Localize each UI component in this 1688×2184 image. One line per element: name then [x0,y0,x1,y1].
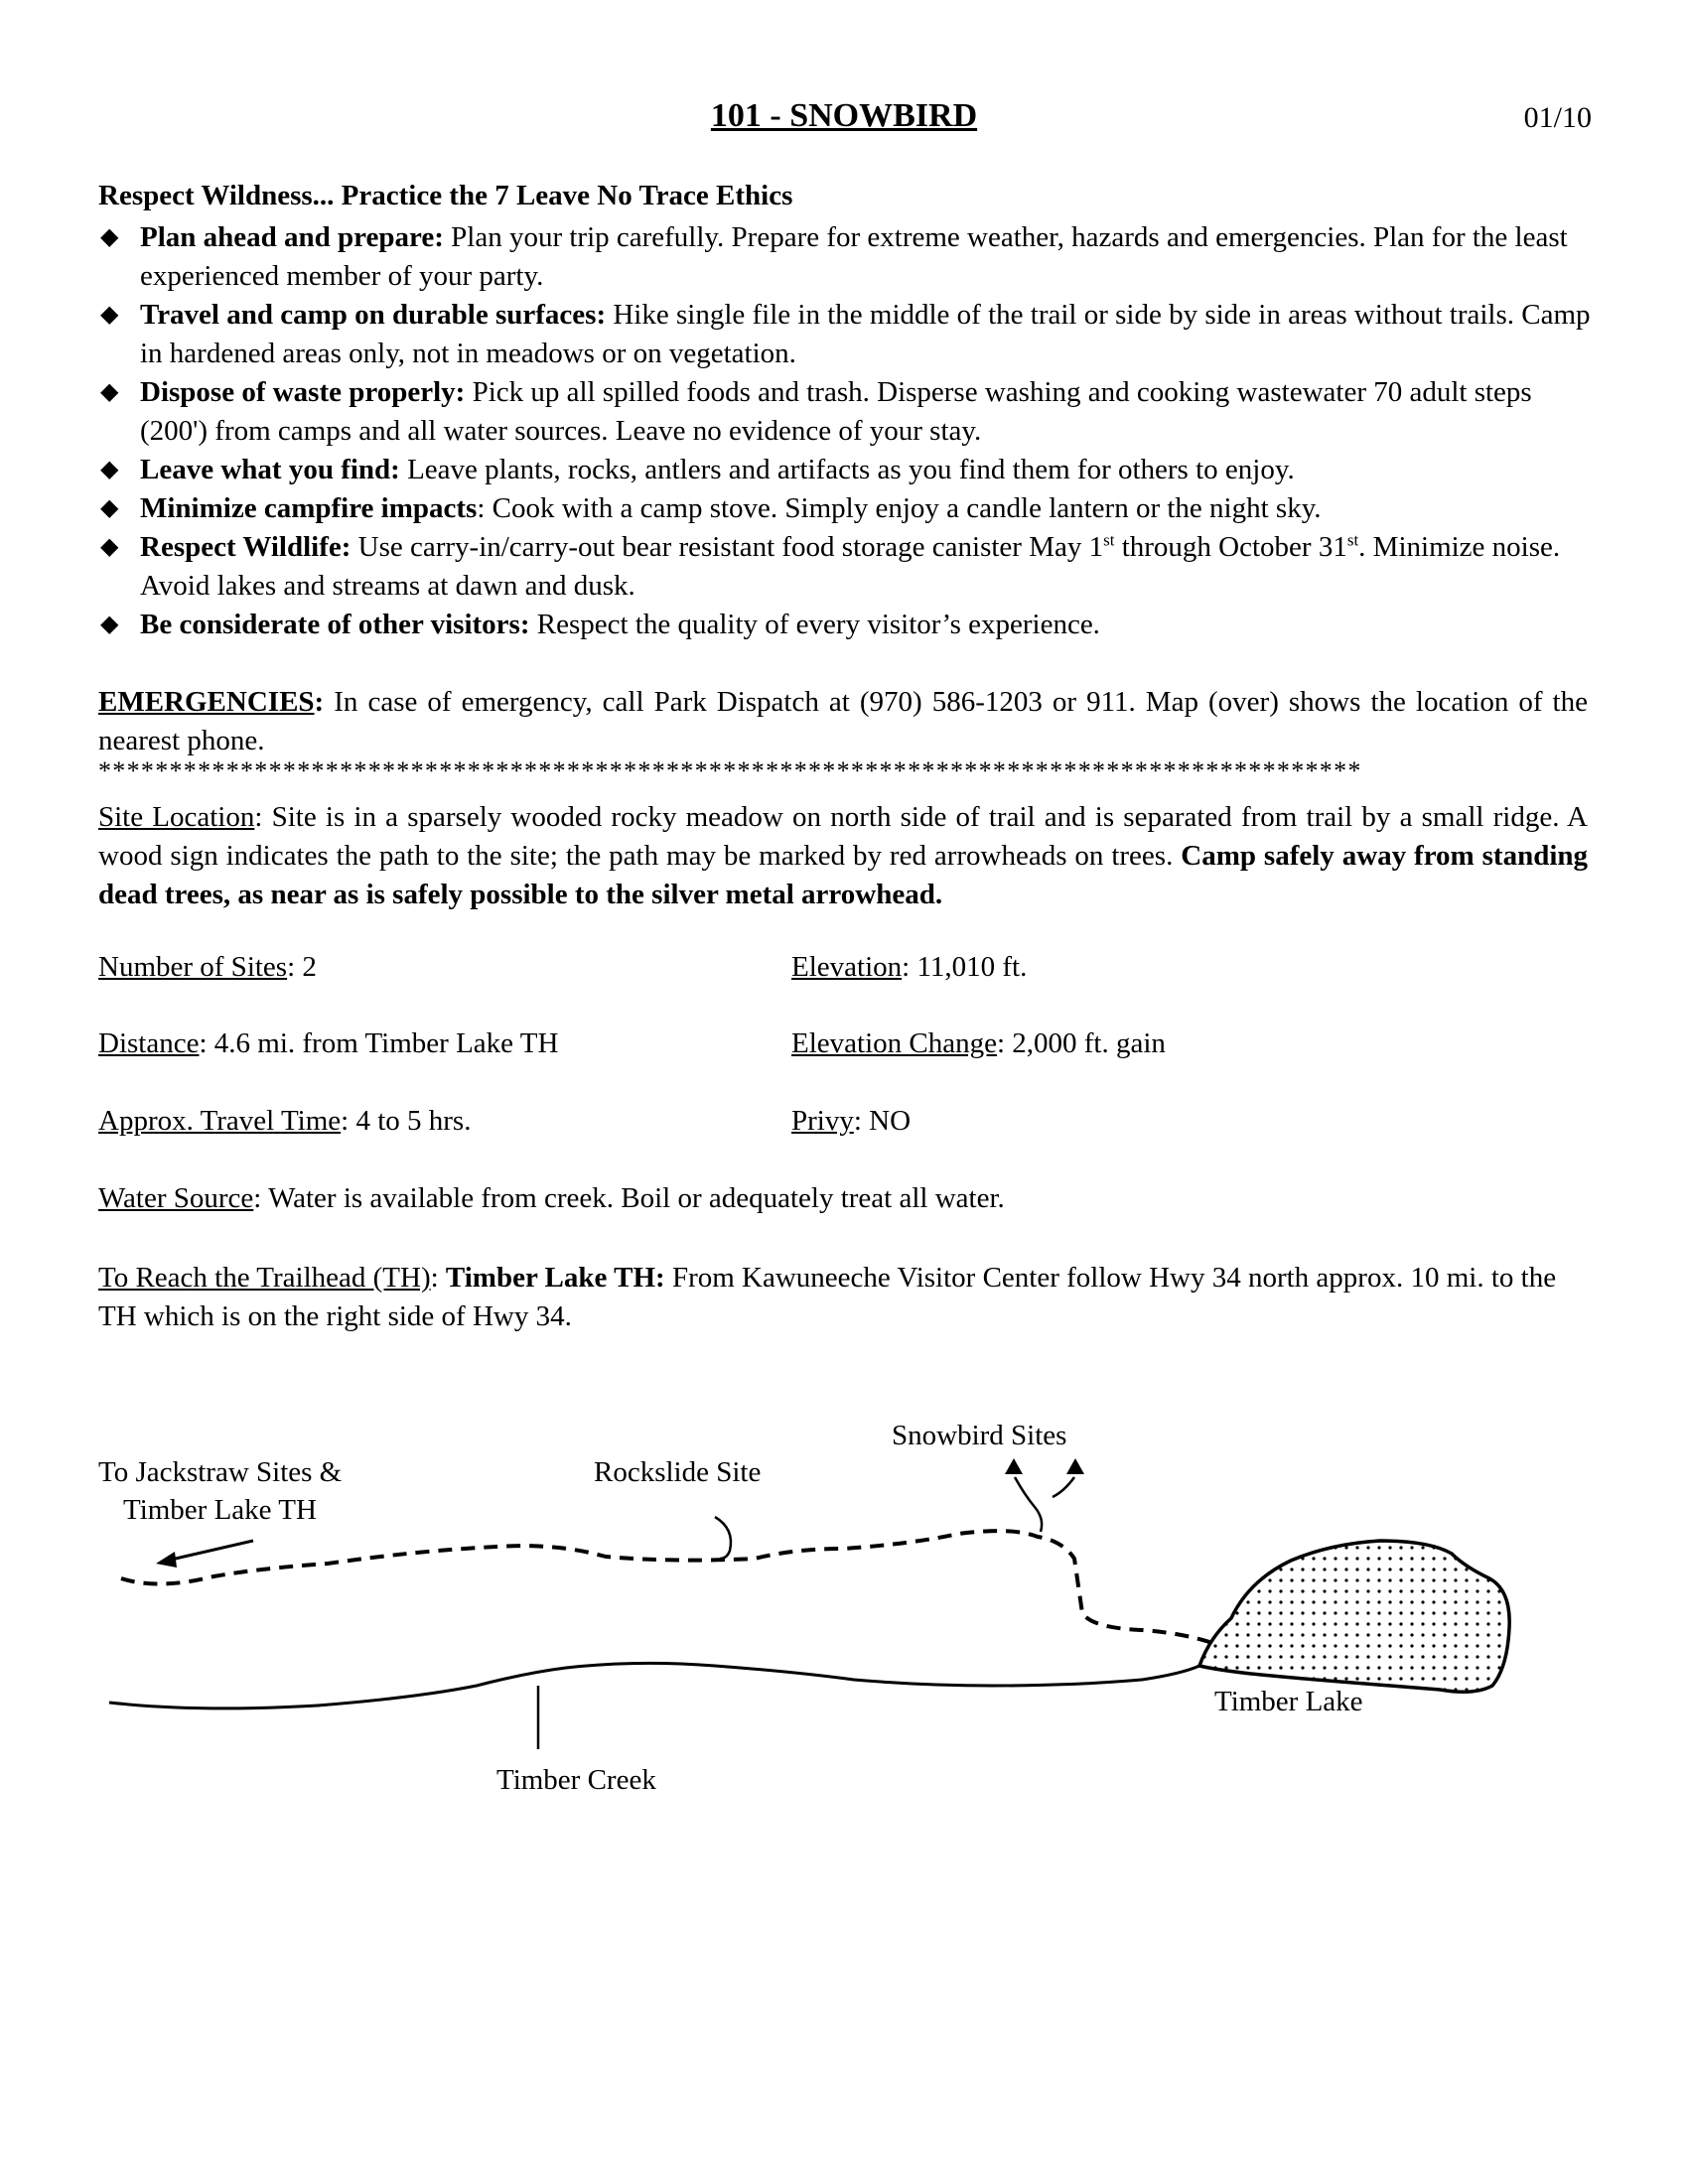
list-item [98,373,1598,451]
field-value: : 2 [287,951,317,983]
emergencies-label: EMERGENCIES [98,686,315,718]
site-location-paragraph [98,798,1588,914]
rule-text: : Cook with a camp stove. Simply enjoy a candle lantern or the night sky. [477,492,1322,524]
campsite-marker-icon [1066,1458,1084,1474]
rule-text: through October 31 [1114,531,1347,563]
field-value: : Water is available from creek. Boil or adequately treat all water. [253,1182,1005,1214]
list-item [98,606,1598,644]
privy [791,1105,911,1138]
field-label: Water Source [98,1182,254,1214]
map-label-snowbird: Snowbird Sites [892,1420,1067,1451]
ethics-heading: Respect Wildness... Practice the 7 Leave No Trace Ethics [98,180,793,211]
map-label-timber-lake-th: Timber Lake TH [123,1494,317,1526]
ordinal-suffix: st [1103,530,1115,550]
water-source [98,1182,1005,1215]
diamond-bullet-icon: ◆ [100,224,119,250]
rule-label: Minimize campfire impacts [140,492,478,524]
page-title: 101 - SNOWBIRD [710,97,978,134]
rule-text: Plan your trip carefully. Prepare for extreme weather, hazards and emergencies. Plan for the least experienced member of your party. [140,221,1568,292]
number-of-sites [98,951,317,984]
map-label-jackstraw: To Jackstraw Sites & [98,1456,343,1488]
emergencies-text: In case of emergency, call Park Dispatch at (970) 586-1203 or 911. Map (over) shows the location of the nearest phone. [98,686,1588,756]
field-label: Elevation [791,951,903,983]
map-label-timber-creek: Timber Creek [496,1764,656,1796]
rule-text: Leave plants, rocks, antlers and artifacts as you find them for others to enjoy. [407,454,1295,485]
diamond-bullet-icon: ◆ [100,379,119,405]
rule-label: Dispose of waste properly: [140,376,466,408]
timber-lake-shape [1199,1541,1509,1692]
rule-label: Respect Wildlife: [140,531,352,563]
list-item [98,218,1598,296]
rule-text: Hike single file in the middle of the trail or side by side in areas without trails. Camp in hardened areas only, not in meadows or on vegetation. [140,299,1591,369]
document-code: 01/10 [1523,101,1592,134]
separator: ***************************************************************************************** [98,756,1362,785]
emergencies-paragraph: EMERGENCIES: In case of emergency, call Park Dispatch at (970) 586-1203 or 911. Map (over) shows the location of the nearest phone. [98,686,1588,756]
field-value: : 11,010 ft. [902,951,1028,983]
rule-label: Leave what you find: [140,454,400,485]
field-label: Approx. Travel Time [98,1105,342,1137]
diamond-bullet-icon: ◆ [100,302,119,328]
field-value: : 2,000 ft. gain [996,1027,1166,1059]
rule-label: Be considerate of other visitors: [140,609,530,640]
field-label: Distance [98,1027,200,1059]
list-item [98,528,1598,606]
diamond-bullet-icon: ◆ [100,457,119,482]
ethics-list [98,218,1598,644]
rule-text: Respect the quality of every visitor’s experience. [536,609,1100,640]
rule-label: Plan ahead and prepare: [140,221,444,253]
field-label: Number of Sites [98,951,288,983]
list-item [98,296,1598,373]
rockslide-spur [715,1517,731,1559]
map-label-timber-lake: Timber Lake [1214,1686,1363,1717]
trail-path [121,1531,1209,1642]
field-value: : NO [853,1105,912,1137]
arrow-left-icon [156,1541,253,1568]
trailhead-label: To Reach the Trailhead (TH) [98,1262,431,1294]
trailhead-name: Timber Lake TH: [445,1262,665,1294]
site-location-text: : Site is in a sparsely wooded rocky meadow on north side of trail and is separated from trail by a small ridge. A wood sign indicates the path to the site; the path may be marked by red arrowheads on trees. [98,801,1589,872]
elevation [791,951,1027,984]
timber-creek-line [109,1663,1199,1707]
ordinal-suffix: st [1346,530,1359,550]
diamond-bullet-icon: ◆ [100,534,119,560]
elevation-change [791,1027,1166,1060]
field-label: Elevation Change [791,1027,997,1059]
travel-time [98,1105,471,1138]
field-value: : 4.6 mi. from Timber Lake TH [199,1027,559,1059]
rule-text: Pick up all spilled foods and trash. Disperse washing and cooking wastewater 70 adult steps (200') from camps and all water sources. Leave no evidence of your stay. [140,376,1532,447]
rule-text: . Minimize noise. Avoid lakes and streams at dawn and dusk. [140,531,1561,602]
snowbird-spur [1015,1477,1042,1532]
field-value: : 4 to 5 hrs. [341,1105,472,1137]
trailhead-paragraph [98,1259,1588,1336]
rule-text: Use carry-in/carry-out bear resistant food storage canister May 1 [357,531,1104,563]
trailhead-colon: : [430,1262,446,1294]
rule-label: Travel and camp on durable surfaces: [140,299,607,331]
map-label-rockslide: Rockslide Site [594,1456,762,1488]
site-location-label: Site Location [98,801,255,833]
campsite-marker-icon [1005,1458,1023,1474]
diamond-bullet-icon: ◆ [100,612,119,637]
distance [98,1027,558,1060]
list-item [98,451,1598,489]
site-location-warning: Camp safely away from standing dead trees, as near as is safely possible to the silver metal arrowhead. [98,840,1589,910]
trail-map [0,1370,1688,1827]
snowbird-spur [1053,1477,1074,1497]
trailhead-text: From Kawuneeche Visitor Center follow Hwy 34 north approx. 10 mi. to the TH which is on the right side of Hwy 34. [98,1262,1557,1332]
list-item [98,489,1598,528]
diamond-bullet-icon: ◆ [100,495,119,521]
field-label: Privy [791,1105,854,1137]
